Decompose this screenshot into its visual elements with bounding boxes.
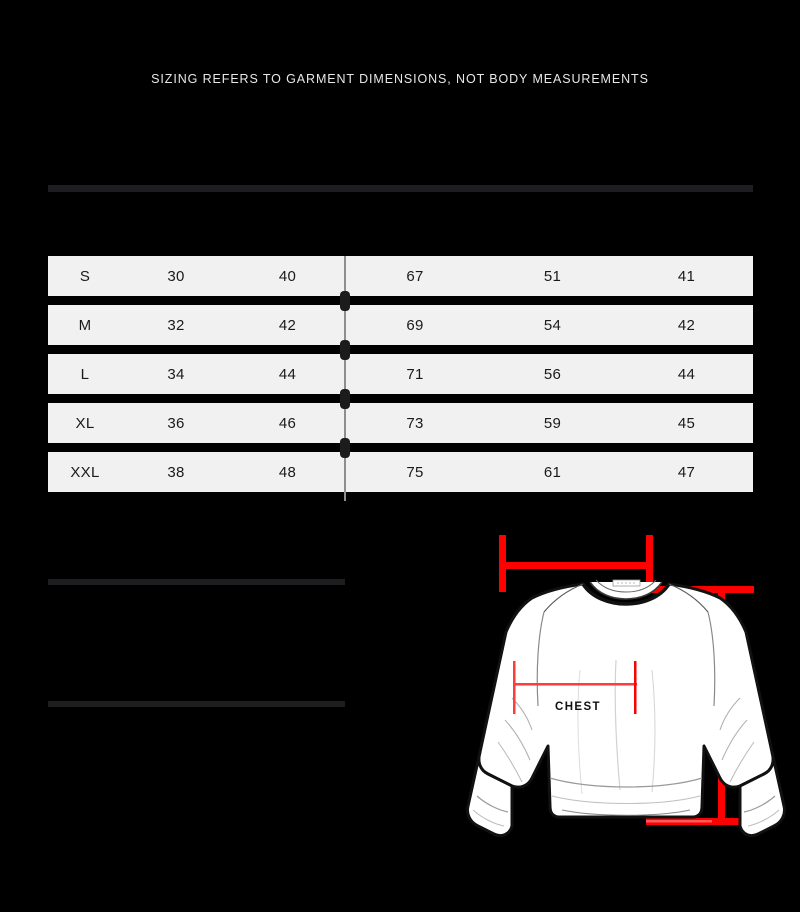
cell-col5: 51 — [543, 267, 562, 285]
note-redacted-bar-1 — [48, 579, 345, 585]
cell-size: M — [78, 316, 92, 334]
divider-knot — [340, 389, 350, 409]
cell-size: XXL — [70, 463, 100, 481]
cell-col3: 48 — [278, 463, 297, 481]
cell-col6: 47 — [677, 463, 696, 481]
table-row[interactable] — [48, 403, 753, 443]
cell-col6: 41 — [677, 267, 696, 285]
cell-col2: 36 — [167, 414, 185, 432]
table-row[interactable] — [48, 354, 753, 394]
cell-col2: 32 — [167, 316, 185, 334]
divider-knot — [340, 438, 350, 458]
table-header-redacted-bar — [48, 185, 753, 192]
cell-size: S — [79, 267, 91, 285]
cell-col4: 71 — [406, 365, 424, 383]
note-redacted-bar-2 — [48, 701, 345, 707]
divider-knot — [340, 291, 350, 311]
cell-col5: 59 — [543, 414, 562, 432]
cell-col2: 30 — [167, 267, 185, 285]
cell-col3: 40 — [278, 267, 297, 285]
cell-col2: 34 — [167, 365, 185, 383]
cell-col5: 61 — [543, 463, 562, 481]
cell-col6: 44 — [677, 365, 696, 383]
divider-knot — [340, 340, 350, 360]
table-row[interactable] — [48, 305, 753, 345]
cell-col3: 42 — [278, 316, 297, 334]
cell-col4: 67 — [406, 267, 424, 285]
chest-label: CHEST — [555, 701, 601, 713]
garment-diagram — [420, 520, 800, 865]
cell-col3: 44 — [278, 365, 297, 383]
cell-col5: 56 — [543, 365, 562, 383]
cell-col4: 75 — [406, 463, 424, 481]
hem-measure-line-icon — [646, 820, 712, 823]
cell-size: XL — [75, 414, 95, 432]
table-row[interactable] — [48, 256, 753, 296]
table-row[interactable] — [48, 452, 753, 492]
cell-col4: 73 — [406, 414, 424, 432]
cell-col5: 54 — [543, 316, 562, 334]
cell-size: L — [80, 365, 90, 383]
cell-col4: 69 — [406, 316, 424, 334]
sizing-note: SIZING REFERS TO GARMENT DIMENSIONS, NOT BODY MEASUREMENTS — [151, 72, 649, 86]
cell-col6: 42 — [677, 316, 696, 334]
cell-col6: 45 — [677, 414, 696, 432]
size-table — [48, 256, 753, 501]
cell-col2: 38 — [167, 463, 185, 481]
cell-col3: 46 — [278, 414, 297, 432]
